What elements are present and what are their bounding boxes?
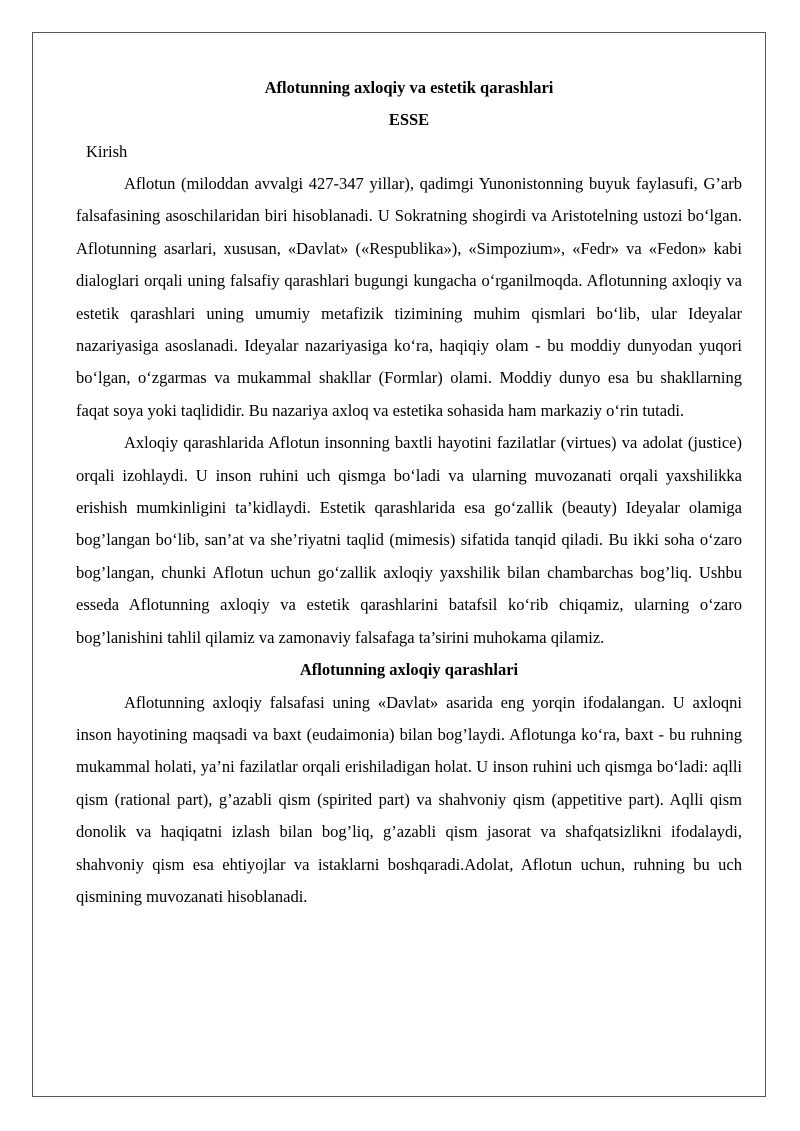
document-subtitle: ESSE <box>388 110 430 129</box>
document-title: Aflotunning axloqiy va estetik qarashlari <box>264 78 554 97</box>
paragraph: Axloqiy qarashlarida Aflotun insonning baxtli hayotini fazilatlar (virtues) va adolat (justice) orqali izohlaydi. U inson ruhini uch qismga bo‘ladi va ularning muvozanati orqali yaxshilikka erishish mumkinligini ta’kidlaydi. Estetik qarashlarida esa go‘zallik (beauty) Ideyalar olamiga bog’langan bo‘lib, san’at va she’riyatni taqlid (mimesis) sifatida tanqid qiladi. Bu ikki soha o‘zaro bog’langan, chunki Aflotun uchun go‘zallik axloqiy yaxshilik bilan chambarchas bog’liq. Ushbu esseda Aflotunning axloqiy va estetik qarashlarini batafsil ko‘rib chiqamiz, ularning o‘zaro bog’lanishini tahlil qilamiz va zamonaviy falsafaga ta’sirini muhokama qilamiz. <box>76 433 742 647</box>
intro-label: Kirish <box>86 142 128 161</box>
document-body <box>76 72 742 913</box>
paragraph: Aflotun (miloddan avvalgi 427-347 yillar), qadimgi Yunonistonning buyuk faylasufi, G’arb falsafasining asoschilaridan biri hisoblanadi. U Sokratning shogirdi va Aristotelning ustozi bo‘lgan. Aflotunning asarlari, xususan, «Davlat» («Respublika»), «Simpozium», «Fedr» va «Fedon» kabi dialoglari orqali uning falsafiy qarashlari bugungi kungacha o‘rganilmoqda. Aflotunning axloqiy va estetik qarashlari uning umumiy metafizik tizimining muhim qismlari bo‘lib, ular Ideyalar nazariyasiga asoslanadi. Ideyalar nazariyasiga ko‘ra, haqiqiy olam - bu moddiy dunyodan yuqori bo‘lgan, o‘zgarmas va mukammal shakllar (Formlar) olami. Moddiy dunyo esa bu shakllarning faqat soya yoki taqlididir. Bu nazariya axloq va estetika sohasida ham markaziy o‘rin tutadi. <box>76 174 742 420</box>
section-heading: Aflotunning axloqiy qarashlari <box>299 660 519 680</box>
paragraph: Aflotunning axloqiy falsafasi uning «Davlat» asarida eng yorqin ifodalangan. U axloqni inson hayotining maqsadi va baxt (eudaimonia) bilan bog’laydi. Aflotunga ko‘ra, baxt - bu ruhning mukammal holati, ya’ni fazilatlar orqali erishiladigan holat. U inson ruhini uch qismga bo‘ladi: aqlli qism (rational part), g’azabli qism (spirited part) va shahvoniy qism (appetitive part). Aqlli qism donolik va haqiqatni izlash bilan bog’liq, g’azabli qism jasorat va shafqatsizlikni ifodalaydi, shahvoniy qism esa ehtiyojlar va istaklarni boshqaradi.Adolat, Aflotun uchun, ruhning bu uch qismining muvozanati hisoblanadi. <box>76 692 742 906</box>
